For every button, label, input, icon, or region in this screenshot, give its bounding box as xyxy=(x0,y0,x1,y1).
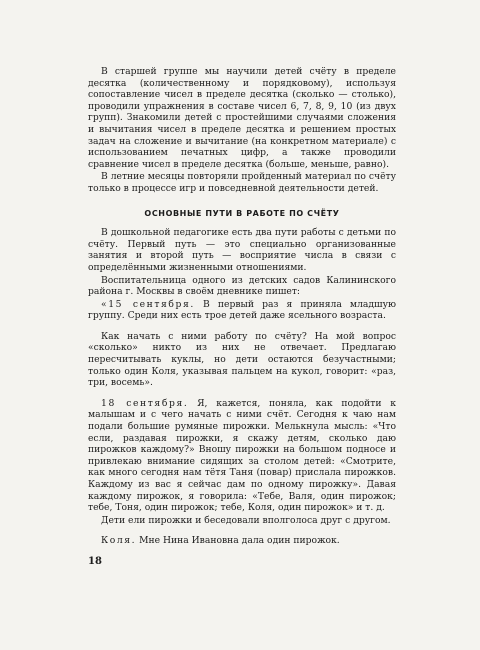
diary-date: «15 сентября. xyxy=(101,298,195,310)
paragraph: В летние месяцы повторяли пройденный материал по счёту только в процессе игр и повседневной деятельности детей. xyxy=(88,171,396,194)
diary-text: В первый раз я приняла младшую группу. Среди них есть трое детей даже ясельного возраста. xyxy=(88,298,396,322)
paragraph: В дошкольной педагогике есть два пути работы с детьми по счёту. Первый путь — это специально организованные занятия и второй путь — восприятие числа в связи с определёнными жизненными отношениями. xyxy=(88,227,396,273)
document-body xyxy=(88,66,396,547)
diary-entry xyxy=(88,299,396,322)
diary-date: 18 сентября. xyxy=(101,397,189,409)
paragraph: Как начать с ними работу по счёту? На мой вопрос «сколько» никто из них не отвечает. Предлагаю пересчитывать куклы, но дети остаются безучастными; только один Коля, указывая пальцем на кукол, говорит: «раз, три, восемь». xyxy=(88,330,396,389)
section-heading: ОСНОВНЫЕ ПУТИ В РАБОТЕ ПО СЧЁТУ xyxy=(144,208,340,218)
paragraph: В старшей группе мы научили детей счёту в пределе десятка (количественному и порядковому), используя сопоставление чисел в пределе десятка (сколько — столько), проводили упражнения в составе чисел 6, 7, 8, 9, 10 (из двух групп). Знакомили детей с простейшими случаями сложения и вычитания чисел в пределе десятка и решением простых задач на сложение и вычитание (на конкретном материале) с использованием печатных цифр, а также проводили сравнение чисел в пределе десятка (больше, меньше, равно). xyxy=(88,66,396,170)
diary-text: Я, кажется, поняла, как подойти к малышам и с чего начать с ними счёт. Сегодня к чаю нам подали большие румяные пирожки. Мелькнула мысль: «Что если, раздавая пирожки, я скажу детям, сколько даю пирожков каждому?» Вношу пирожки на большом подносе и привлекаю внимание сидящих за столом детей: «Смотрите, как много сегодня нам тётя Таня (повар) прислала пирожков. Каждому из вас я сейчас дам по одному пирожку». Давая каждому пирожок, я говорила: «Тебе, Валя, один пирожок; тебе, Тоня, один пирожок; тебе, Коля, один пирожок» и т. д. xyxy=(88,397,396,514)
page-number: 18 xyxy=(88,556,102,567)
paragraph: Воспитательница одного из детских садов Калининского района г. Москвы в своём дневнике пишет: xyxy=(88,274,396,298)
dialogue-line xyxy=(88,535,396,547)
paragraph: Дети ели пирожки и беседовали вполголоса друг с другом. xyxy=(101,514,391,526)
speaker-name: Коля. xyxy=(101,535,137,547)
diary-entry xyxy=(88,398,396,514)
dialogue-text: Мне Нина Ивановна дала один пирожок. xyxy=(136,535,340,547)
